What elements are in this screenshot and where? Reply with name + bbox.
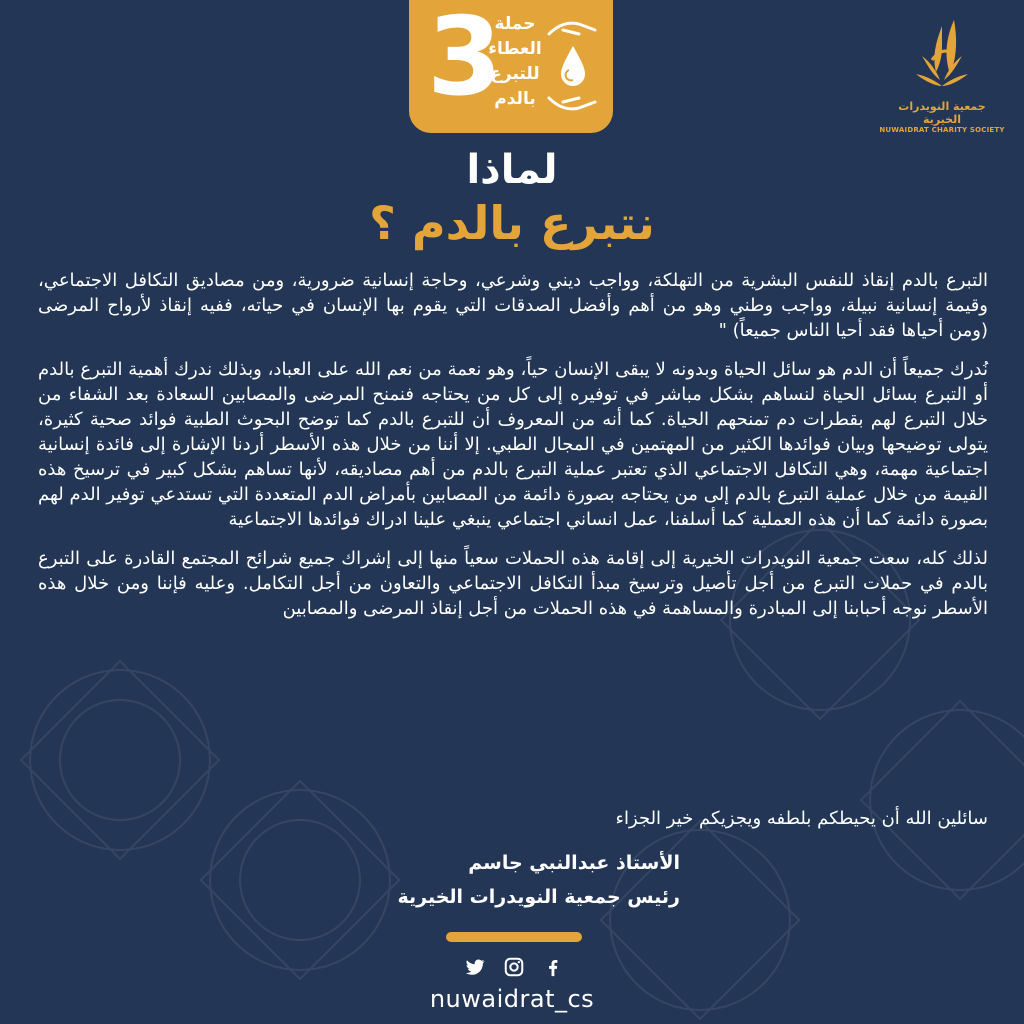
closing-line: سائلين الله أن يحيطكم بلطفه ويجزيكم خير الجزاء <box>615 808 988 829</box>
twitter-icon[interactable] <box>464 956 486 978</box>
divider <box>446 932 582 942</box>
campaign-name-line: للتبرع <box>490 64 540 84</box>
facebook-icon[interactable] <box>542 956 564 978</box>
instagram-icon[interactable] <box>503 956 525 978</box>
campaign-number: 3 <box>427 0 503 120</box>
paragraph: التبرع بالدم إنقاذ للنفس البشرية من التهلكة، وواجب ديني وشرعي، وحاجة إنسانية ضرورية، ومن مصاديق التكافل الاجتماعي، وقيمة إنسانية نبيلة، وواجب وطني وهو من أهم وأفضل الصدقات التي يقوم بها الإنسان في حياته، ففيه إنقاذ لأرواح المرضى (ومن أحياها فقد أحيا الناس جميعاً) " <box>38 270 988 341</box>
title-donate-blood: نتبرع بالدم ؟ <box>369 196 655 250</box>
paragraph: نُدرك جميعاً أن الدم هو سائل الحياة وبدونه لا يبقى الإنسان حياً، وهو نعمة من نعم الله على العباد، وبذلك ندرك أهمية التبرع بالدم أو التبرع بسائل الحياة لنساهم بشكل مباشر في توفيره إلى كل من يحتاجه فنمنح المرضى والمصابين السعادة بعد الشفاء من خلال التبرع لهم بقطرات دم تمنحهم الحياة. كما أنه من المعروف أن للتبرع بالدم كما توضح البحوث الطبية فوائد صحية كثيرة، يتولى توضيحها وبيان فوائدها الكثير من المهتمين في المجال الطبي. إلا أننا من خلال هذه الأسطر أردنا الإشارة إلى فائدة إنسانية اجتماعية مهمة، وهي التكافل الاجتماعي الذي تعتبر عملية التبرع بالدم من أهم مصاديقه، لأنها تساهم بشكل كبير في ترسيخ هذه القيمة من خلال عملية التبرع بالدم إلى من يحتاجه بصورة دائمة من المصابين بأمراض الدم المتعددة التي تستدعي توفير الدم لهم بصورة دائمة كما أن هذه العملية كما أسلفنا، عمل انساني اجتماعي ينبغي علينا ادراك فوائدها الاجتماعية <box>38 359 988 530</box>
society-name-ar: جمعية النويدرات الخيرية <box>898 100 986 126</box>
signature-title: رئيس جمعية النويدرات الخيرية <box>397 886 680 908</box>
campaign-name-line: حملة <box>494 14 536 34</box>
article-body <box>38 268 988 635</box>
social-handle[interactable]: nuwaidrat_cs <box>429 985 595 1013</box>
title-why: لماذا <box>466 147 558 193</box>
paragraph: لذلك كله، سعت جمعية النويدرات الخيرية إلى إقامة هذه الحملات سعياً منها إلى إشراك جميع شرائح المجتمع القادرة على التبرع بالدم في حملات التبرع من أجل تأصيل وترسيخ مبدأ التكافل الاجتماعي والتعاون من أجل التكامل. وعليه فإننا ومن خلال هذه الأسطر نوجه أحبابنا إلى المبادرة والمساهمة في هذه الحملات من أجل إنقاذ المرضى والمصابين <box>38 548 988 619</box>
campaign-name-line: بالدم <box>494 89 536 109</box>
campaign-name-line: العطاء <box>488 39 542 59</box>
social-links <box>464 956 564 978</box>
signature-name: الأستاذ عبدالنبي جاسم <box>468 852 680 874</box>
hands-blood-drop-icon <box>545 10 601 120</box>
nuwaidrat-logo-icon <box>902 16 982 96</box>
society-name-en: NUWAIDRAT CHARITY SOCIETY <box>879 126 1005 134</box>
campaign-badge <box>409 0 613 133</box>
society-logo <box>878 16 1006 134</box>
campaign-name <box>485 12 545 112</box>
